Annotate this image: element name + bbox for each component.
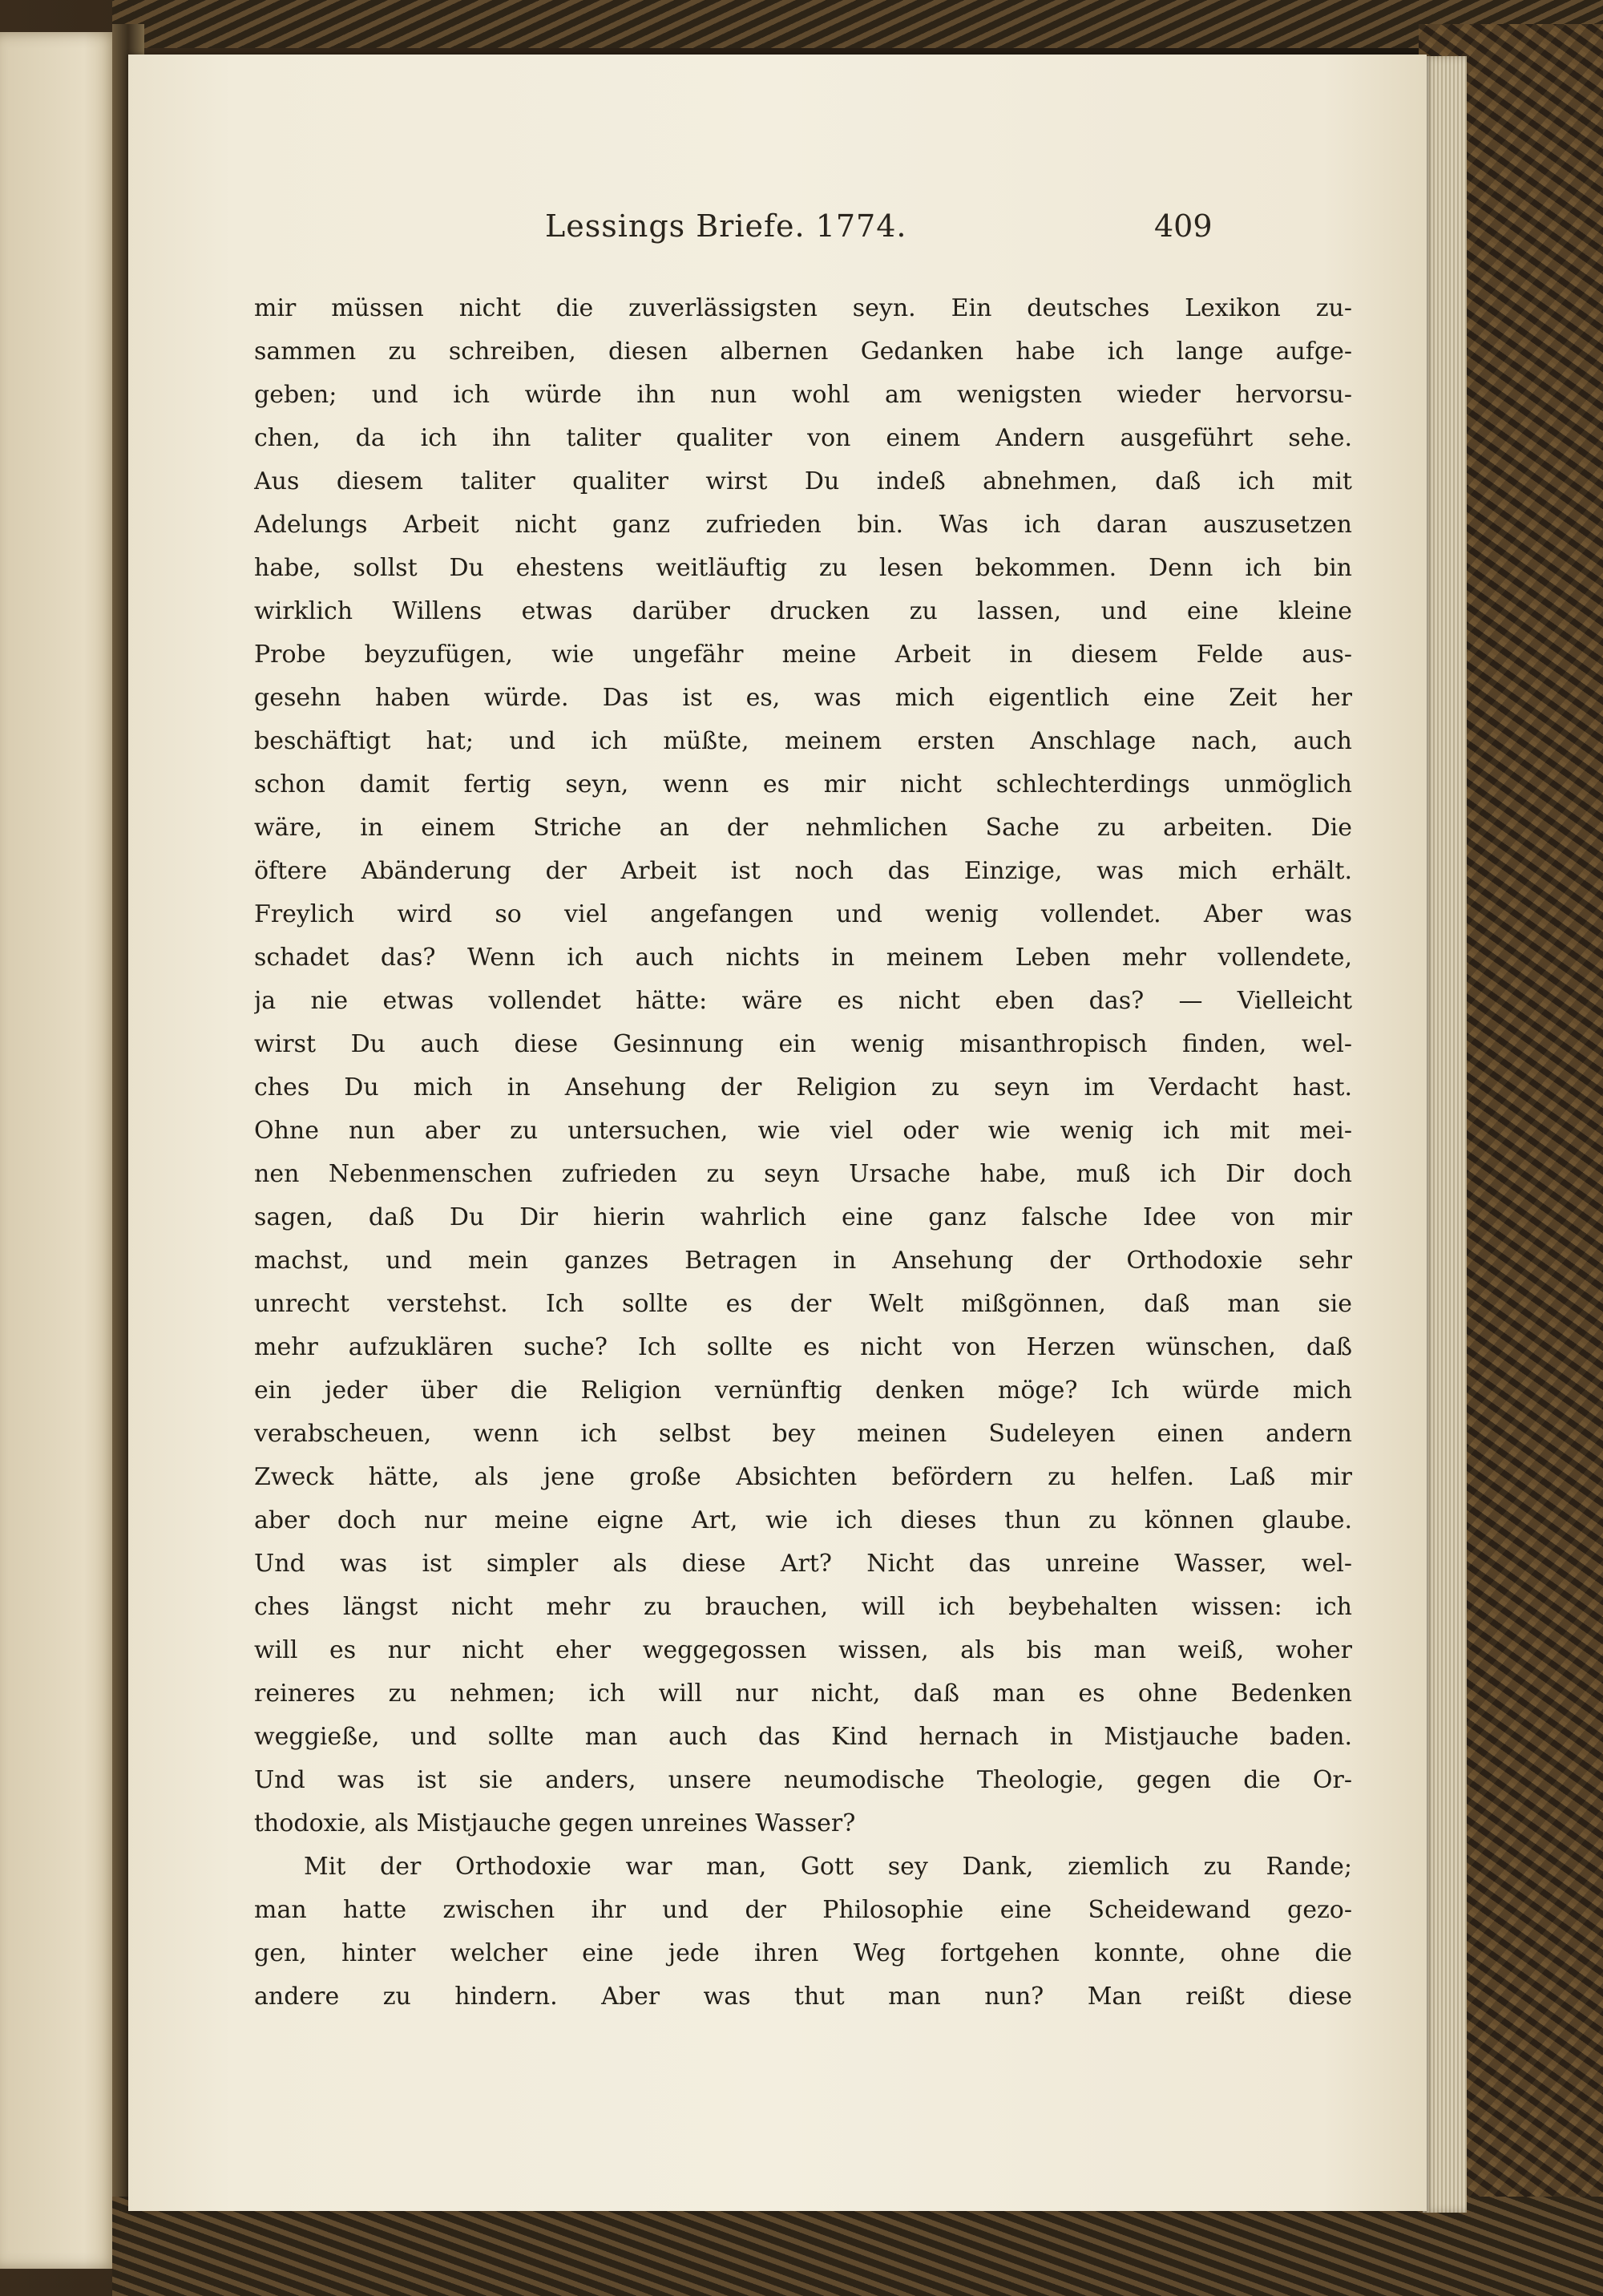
text-line: wirklich Willens etwas darüber drucken zu lassen, und eine kleine	[254, 597, 1352, 625]
text-line: weggieße, und sollte man auch das Kind hernach in Mistjauche baden.	[254, 1723, 1352, 1751]
text-line: nen Nebenmenschen zufrieden zu seyn Ursache habe, muß ich Dir doch	[254, 1160, 1352, 1188]
text-line: verabscheuen, wenn ich selbst bey meinen Sudeleyen einen andern	[254, 1420, 1352, 1448]
text-line: sammen zu schreiben, diesen albernen Gedanken habe ich lange aufge-	[254, 338, 1352, 366]
body-text	[254, 287, 1352, 2019]
text-line: Freylich wird so viel angefangen und wenig vollendet. Aber was	[254, 900, 1352, 928]
text-line: aber doch nur meine eigne Art, wie ich dieses thun zu können glaube.	[254, 1506, 1352, 1534]
text-line: ches Du mich in Ansehung der Religion zu seyn im Verdacht hast.	[254, 1073, 1352, 1102]
text-line: habe, sollst Du ehestens weitläuftig zu lesen bekommen. Denn ich bin	[254, 554, 1352, 582]
text-line: öftere Abänderung der Arbeit ist noch das Einzige, was mich erhält.	[254, 857, 1352, 885]
text-line: ja nie etwas vollendet hätte: wäre es nicht eben das? — Vielleicht	[254, 987, 1352, 1015]
text-line: Zweck hätte, als jene große Absichten befördern zu helfen. Laß mir	[254, 1463, 1352, 1491]
text-line: chen, da ich ihn taliter qualiter von einem Andern ausgeführt sehe.	[254, 424, 1352, 452]
text-line: beschäftigt hat; und ich müßte, meinem ersten Anschlage nach, auch	[254, 727, 1352, 755]
text-line: Probe beyzufügen, wie ungefähr meine Arbeit in diesem Felde aus-	[254, 641, 1352, 669]
running-title: Lessings Briefe. 1774.	[545, 208, 907, 244]
text-line: mehr aufzuklären suche? Ich sollte es nicht von Herzen wünschen, daß	[254, 1333, 1352, 1361]
text-line: sagen, daß Du Dir hierin wahrlich eine ganz falsche Idee von mir	[254, 1203, 1352, 1231]
text-line: geben; und ich würde ihn nun wohl am wenigsten wieder hervorsu-	[254, 381, 1352, 409]
text-line: reineres zu nehmen; ich will nur nicht, daß man es ohne Bedenken	[254, 1680, 1352, 1708]
page-edges	[1423, 56, 1467, 2213]
page-number: 409	[1154, 208, 1213, 244]
text-line: man hatte zwischen ihr und der Philosophie eine Scheidewand gezo-	[254, 1896, 1352, 1924]
text-line: Ohne nun aber zu untersuchen, wie viel oder wie wenig ich mit mei-	[254, 1117, 1352, 1145]
text-line: mir müssen nicht die zuverlässigsten seyn. Ein deutsches Lexikon zu-	[254, 294, 1352, 322]
text-line: unrecht verstehst. Ich sollte es der Welt mißgönnen, daß man sie	[254, 1290, 1352, 1318]
left-page-edge	[0, 32, 120, 2269]
text-line: wäre, in einem Striche an der nehmlichen Sache zu arbeiten. Die	[254, 814, 1352, 842]
text-line: Aus diesem taliter qualiter wirst Du indeß abnehmen, daß ich mit	[254, 467, 1352, 495]
text-line: schon damit fertig seyn, wenn es mir nicht schlechterdings unmöglich	[254, 770, 1352, 798]
paragraph-start-line: Mit der Orthodoxie war man, Gott sey Dank, ziemlich zu Rande;	[304, 1853, 1352, 1881]
text-line: Und was ist sie anders, unsere neumodische Theologie, gegen die Or-	[254, 1766, 1352, 1794]
text-line: Adelungs Arbeit nicht ganz zufrieden bin. Was ich daran auszusetzen	[254, 511, 1352, 539]
text-line: gen, hinter welcher eine jede ihren Weg fortgehen konnte, ohne die	[254, 1939, 1352, 1967]
text-line: ches längst nicht mehr zu brauchen, will ich beybehalten wissen: ich	[254, 1593, 1352, 1621]
text-line: Und was ist simpler als diese Art? Nicht das unreine Wasser, wel-	[254, 1550, 1352, 1578]
running-head	[128, 208, 1427, 257]
cover-bottom-edge	[112, 2197, 1603, 2296]
text-line: gesehn haben würde. Das ist es, was mich eigentlich eine Zeit her	[254, 684, 1352, 712]
cover-top-edge	[112, 0, 1603, 48]
text-line: will es nur nicht eher weggegossen wissen, als bis man weiß, woher	[254, 1636, 1352, 1664]
book-page	[128, 55, 1427, 2211]
text-line: ein jeder über die Religion vernünftig denken möge? Ich würde mich	[254, 1376, 1352, 1405]
text-line: andere zu hindern. Aber was thut man nun? Man reißt diese	[254, 1983, 1352, 2011]
text-line: wirst Du auch diese Gesinnung ein wenig misanthropisch finden, wel-	[254, 1030, 1352, 1058]
paragraph-end-line: thodoxie, als Mistjauche gegen unreines Wasser?	[254, 1809, 856, 1837]
text-line: schadet das? Wenn ich auch nichts in meinem Leben mehr vollendete,	[254, 944, 1352, 972]
text-line: machst, und mein ganzes Betragen in Ansehung der Orthodoxie sehr	[254, 1247, 1352, 1275]
